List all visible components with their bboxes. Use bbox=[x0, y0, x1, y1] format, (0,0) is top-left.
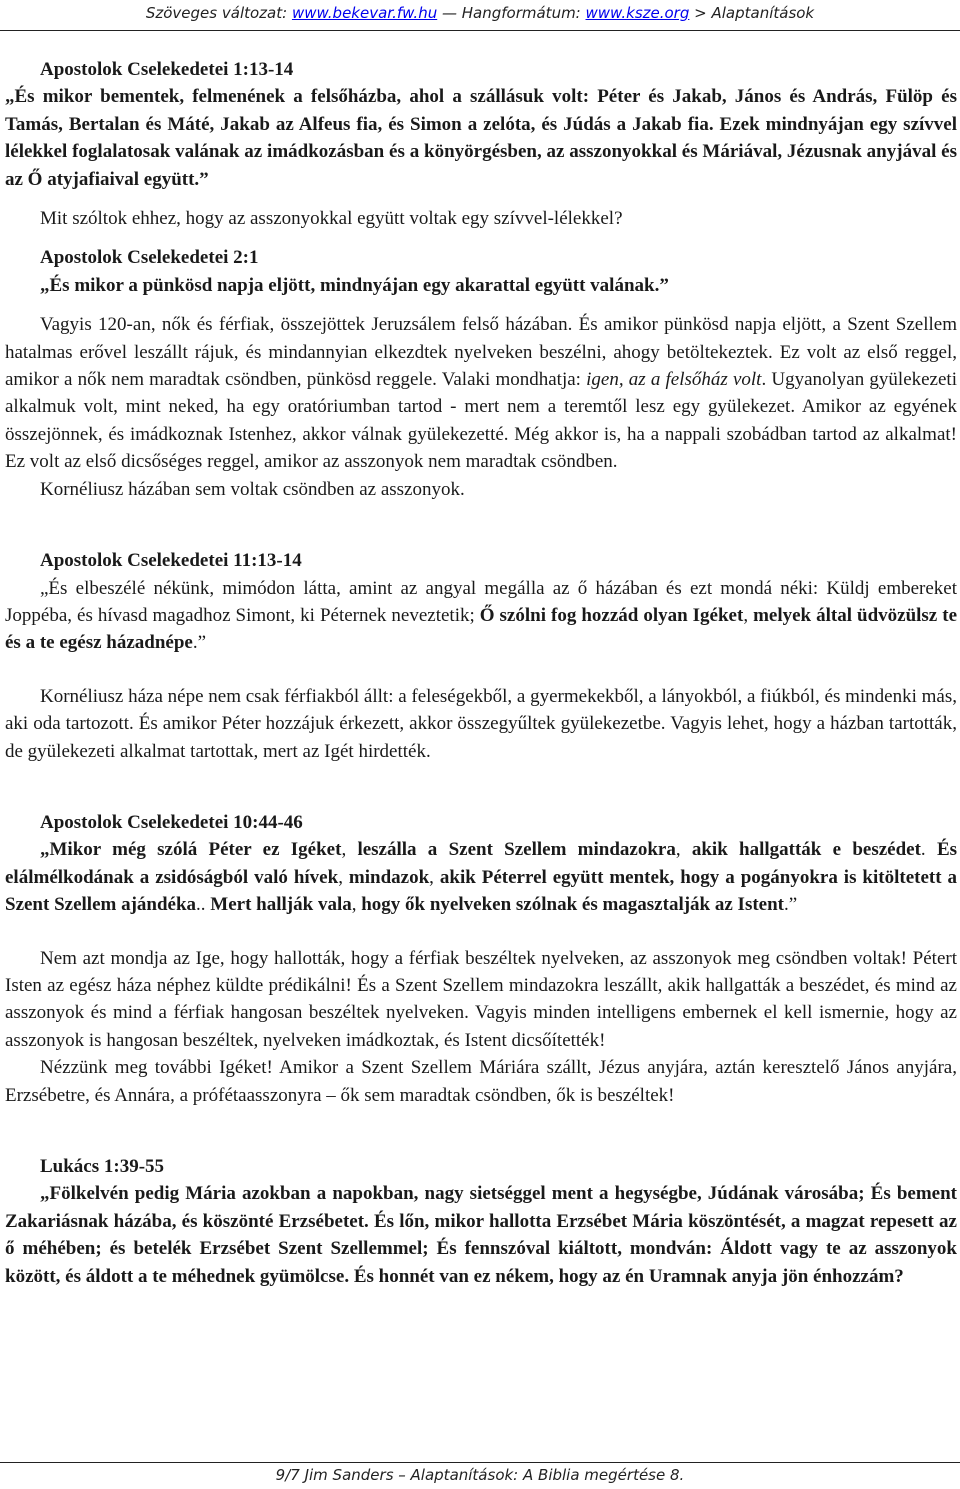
quote-sep: , bbox=[351, 894, 362, 916]
comment-italic: igen, az a felsőház volt bbox=[586, 369, 762, 391]
footer-text: 9/7 Jim Sanders – Alaptanítások: A Biblia megértése 8. bbox=[275, 1466, 685, 1484]
quote-bold: akik hallgatták e beszédet bbox=[691, 839, 921, 861]
quote-plain: „És elbeszélé nékünk, mimódon látta, amint az angyal megálla az ő házában és ezt mondá néki: Küldj embereket Joppéba, és hívasd magadhoz Simont, ki Péternek neveztetik; bbox=[5, 577, 957, 626]
comment-text-rest: . Ugyanolyan gyülekezeti alkalmuk volt, mint neked, ha egy oratóriumban tartod - mert nem a teremtől lesz egy gyülekezet. Amikor az egyének összejönnek, és imádkoznak Istenhez, akkor válnak gyülekezetté. Még akkor is, ha a nappali szobádban tartod az alkalmat! Ez volt az első dicsőséges reggel, amikor az asszonyok nem maradtak csöndben. bbox=[5, 369, 957, 473]
quote-bold: hogy ők nyelveken szólnak és magasztalják az Istent bbox=[361, 894, 784, 916]
quote-bold: melyek által üdvözülsz te és a te egész házadnépe bbox=[5, 604, 957, 654]
reference-acts-2-1: Apostolok Cselekedetei 2:1 bbox=[40, 247, 259, 269]
comment-acts-10-44: Nem azt mondja az Ige, hogy hallották, hogy a férfiak beszéltek nyelveken, az asszonyok meg csöndben voltak! Pétert Isten az egész háza néphez küldte prédikálni! És a Szent Szellem mindazokra leszállt, akik hallgatták a beszédet, és mind az asszonyok és mind a férfiak hangosan beszéltek nyelveken. Vagyis minden intelligens embernek el kell ismernie, hogy az asszonyok is hangosan beszéltek, nyelveken imádkoztak, és Istent dicsőítették! bbox=[5, 947, 957, 1051]
quote-acts-10-44 bbox=[5, 836, 957, 918]
quote-luke-1-39: „Fölkelvén pedig Mária azokban a napokban, nagy sietséggel ment a hegységbe, Júdának városába; És bement Zakariásnak házába, és köszönté Erzsébetet. És lőn, mikor hallotta Erzsébet Mária köszöntését, a magzat repesett az ő méhében; és betelék Erzsébet Szent Szellemmel; És fennszóval kiáltott, mondván: Áldott vagy te az asszonyok között, és áldott a te méhednek gyümölcse. És honnét van ez nékem, hogy az én Uramnak anyja jön énhozzám? bbox=[5, 1183, 957, 1287]
comment-acts-11-13: Kornéliusz háza népe nem csak férfiakból állt: a feleségekből, a gyermekekből, a lányokból, a fiúkból, és mindenki más, aki oda tartozott. És amikor Péter hozzájuk érkezett, akkor összegyűltek gyülekezetbe. Vagyis lehet, hogy a házban tartották, de gyülekezeti alkalmat tartottak, mert az Igét hirdették. bbox=[5, 685, 957, 762]
quote-bold: És elálmélkodának a zsidóságból való hívek bbox=[5, 839, 958, 888]
comment-text: Vagyis 120-an, nők és férfiak, összejöttek Jeruzsálem felső házában. És amikor pünkösd napja eljött, a Szent Szellem hatalmas erővel leszállt rájuk, és mindannyian elkezdtek nyelveken beszélni, ahogy betöltekeztek. Ez volt az első reggel, amikor a nők nem maradtak csöndben, pünkösd reggele. Valaki mondhatja: bbox=[5, 314, 957, 391]
quote-sep: , bbox=[429, 866, 440, 888]
document-body bbox=[5, 56, 957, 1290]
comment-kornelius: Kornéliusz házában sem voltak csöndben az asszonyok. bbox=[40, 478, 465, 500]
quote-sep: , bbox=[743, 604, 754, 626]
quote-acts-1-13: „És mikor bementek, felmenének a felsőházba, ahol a szállásuk volt: Péter és Jakab, János és András, Fülöp és Tamás, Bertalan és Máté, Jakab az Alfeus fia, és Simon a zelóta, és Júdás a Jakab fia. Ezek mindnyájan egy szívvel lélekkel foglalatosak valának az imádkozásban és a könyörgésben, az asszonyokkal és Máriával, Jézusnak anyjával és az Ő atyjafiaival együtt.” bbox=[5, 86, 957, 190]
quote-end: .” bbox=[192, 632, 207, 654]
header-text-1: Szöveges változat: bbox=[145, 4, 292, 22]
quote-bold: Mert hallják vala bbox=[210, 894, 352, 916]
comment-further-verses: Nézzünk meg további Igéket! Amikor a Szent Szellem Máriára szállt, Jézus anyjára, aztán keresztelő János anyjára, Erzsébetre, és Annára, a prófétaasszonyra – ők sem maradtak csöndben, ők is beszéltek! bbox=[5, 1057, 957, 1106]
header-text-2: — Hangformátum: bbox=[437, 4, 586, 22]
quote-acts-11-13 bbox=[5, 575, 957, 657]
quote-bold: „Mikor még szólá Péter ez Igéket bbox=[40, 839, 342, 861]
quote-bold: akik Péterrel együtt mentek, hogy a pogányokra is kitöltetett a Szent Szellem ajándéka bbox=[5, 866, 958, 916]
quote-sep: , bbox=[341, 839, 358, 861]
quote-bold: Ő szólni fog hozzád olyan Igéket bbox=[479, 604, 744, 626]
quote-sep: . bbox=[920, 839, 937, 861]
page-header bbox=[0, 0, 960, 31]
quote-sep: .. bbox=[196, 894, 211, 916]
reference-acts-11-13: Apostolok Cselekedetei 11:13-14 bbox=[40, 550, 302, 572]
bekevar-link[interactable]: www.bekevar.fw.hu bbox=[291, 4, 438, 22]
page-footer bbox=[0, 1462, 960, 1489]
quote-acts-2-1: „És mikor a pünkösd napja eljött, mindnyájan egy akarattal együtt valának.” bbox=[40, 274, 669, 296]
reference-acts-1-13: Apostolok Cselekedetei 1:13-14 bbox=[40, 59, 294, 80]
quote-sep: , bbox=[338, 866, 349, 888]
quote-bold: mindazok bbox=[348, 866, 430, 888]
comment-acts-1-13: Mit szóltok ehhez, hogy az asszonyokkal együtt voltak egy szívvel-lélekkel? bbox=[40, 208, 623, 230]
ksze-link[interactable]: www.ksze.org bbox=[585, 4, 690, 22]
comment-acts-2-1 bbox=[5, 311, 957, 475]
quote-end: .” bbox=[784, 894, 798, 916]
quote-bold: leszálla a Szent Szellem mindazokra bbox=[357, 839, 676, 861]
header-text-3: > Alaptanítások bbox=[689, 4, 815, 22]
reference-acts-10-44: Apostolok Cselekedetei 10:44-46 bbox=[40, 811, 303, 833]
quote-sep: , bbox=[675, 839, 692, 861]
reference-luke-1-39: Lukács 1:39-55 bbox=[40, 1156, 165, 1177]
